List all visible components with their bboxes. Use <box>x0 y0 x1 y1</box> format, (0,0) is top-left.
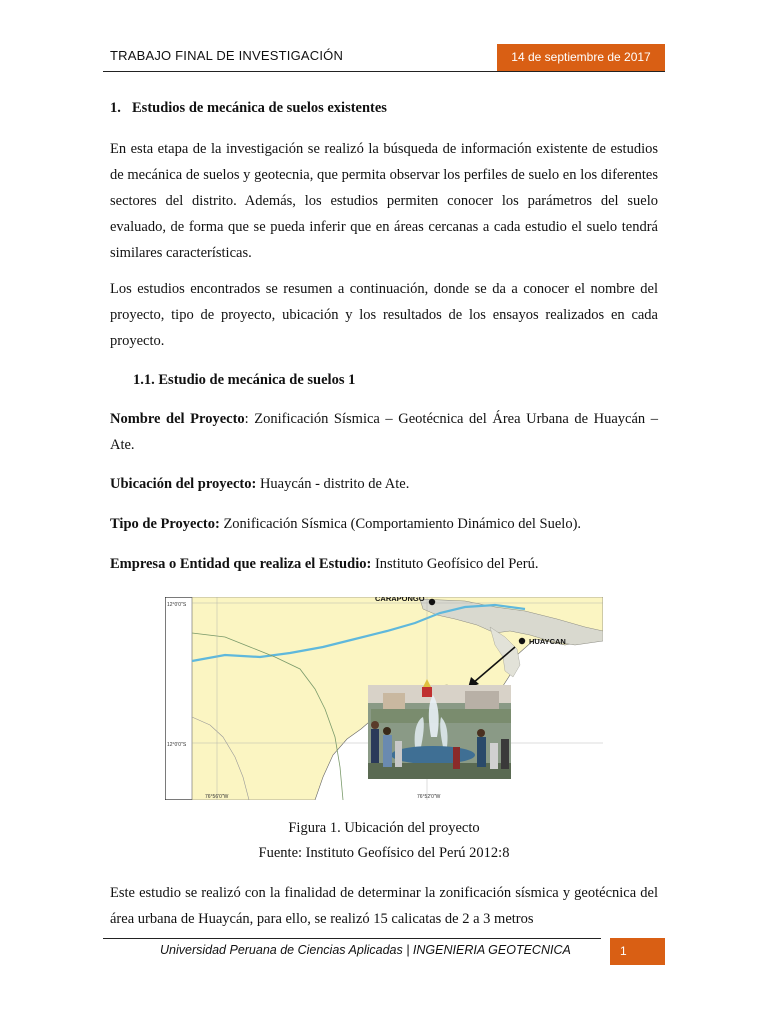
section-number: 1. <box>110 100 121 116</box>
figure-source: Fuente: Instituto Geofísico del Perú 2012:8 <box>258 845 510 861</box>
field-label: Nombre del Proyecto <box>110 411 245 427</box>
map-lat-label-bottom: 12°0'0"S <box>167 742 187 748</box>
field-label: Empresa o Entidad que realiza el Estudio: <box>110 556 372 572</box>
field-value: Zonificación Sísmica (Comportamiento Dinámico del Suelo). <box>219 516 582 532</box>
map-lon-label-left: 76°56'0"W <box>205 794 229 800</box>
map-lon-label-right: 76°52'0"W <box>417 794 441 800</box>
field-value: Instituto Geofísico del Perú. <box>371 556 539 572</box>
huaycan-marker <box>519 638 525 644</box>
paragraph-intro: En esta etapa de la investigación se realizó la búsqueda de información existente de estudios de mecánica de suelos y geotecnia, que permita observar los perfiles de suelo en los diferentes sectores del distrito. Además, los estudios permiten conocer los parámetros del suelo evaluado, de forma que se pueda inferir que en áreas cercanas a cada estudio el suelo tendrá similares características. <box>110 141 658 261</box>
footer-text: Universidad Peruana de Ciencias Aplicadas | INGENIERIA GEOTECNICA <box>160 943 571 957</box>
huaycan-label: HUAYCAN <box>529 637 566 646</box>
field-label: Tipo de Proyecto: <box>110 516 220 532</box>
header-date-badge: 14 de septiembre de 2017 <box>497 44 665 71</box>
field-label: Ubicación del proyecto: <box>110 476 257 492</box>
paragraph-summary: Los estudios encontrados se resumen a continuación, donde se da a conocer el nombre del proyecto, tipo de proyecto, ubicación y los resultados de los ensayos realizados en cada proyecto. <box>110 281 658 349</box>
fountain-photo <box>368 679 511 779</box>
field-value: Zonificación Sísmica – Geotécnica del Área Urbana de Huaycán – Ate. <box>110 411 658 453</box>
location-map-figure <box>165 597 603 800</box>
map-lat-label-top: 12°0'0"S <box>167 602 187 608</box>
section-title: Estudios de mecánica de suelos existentes <box>132 100 387 116</box>
carapongo-label: CARAPONGO <box>375 597 425 603</box>
footer-divider <box>103 938 601 939</box>
carapongo-marker <box>429 599 435 605</box>
field-project-type <box>110 511 658 537</box>
subsection-heading: 1.1. Estudio de mecánica de suelos 1 <box>133 372 356 388</box>
section-heading <box>110 100 387 117</box>
field-project-location <box>110 471 658 497</box>
header-divider <box>103 71 665 72</box>
page-number-badge: 1 <box>610 938 665 965</box>
figure-caption: Figura 1. Ubicación del proyecto <box>288 820 480 836</box>
field-project-name <box>110 406 658 458</box>
field-sep: : <box>244 411 249 427</box>
header-title: TRABAJO FINAL DE INVESTIGACIÓN <box>110 48 344 63</box>
paragraph-closing: Este estudio se realizó con la finalidad de determinar la zonificación sísmica y geotécnica del área urbana de Huaycán, para ello, se realizó 15 calicatas de 2 a 3 metros <box>110 885 658 927</box>
field-value: Huaycán - distrito de Ate. <box>256 476 410 492</box>
field-study-entity <box>110 551 658 577</box>
